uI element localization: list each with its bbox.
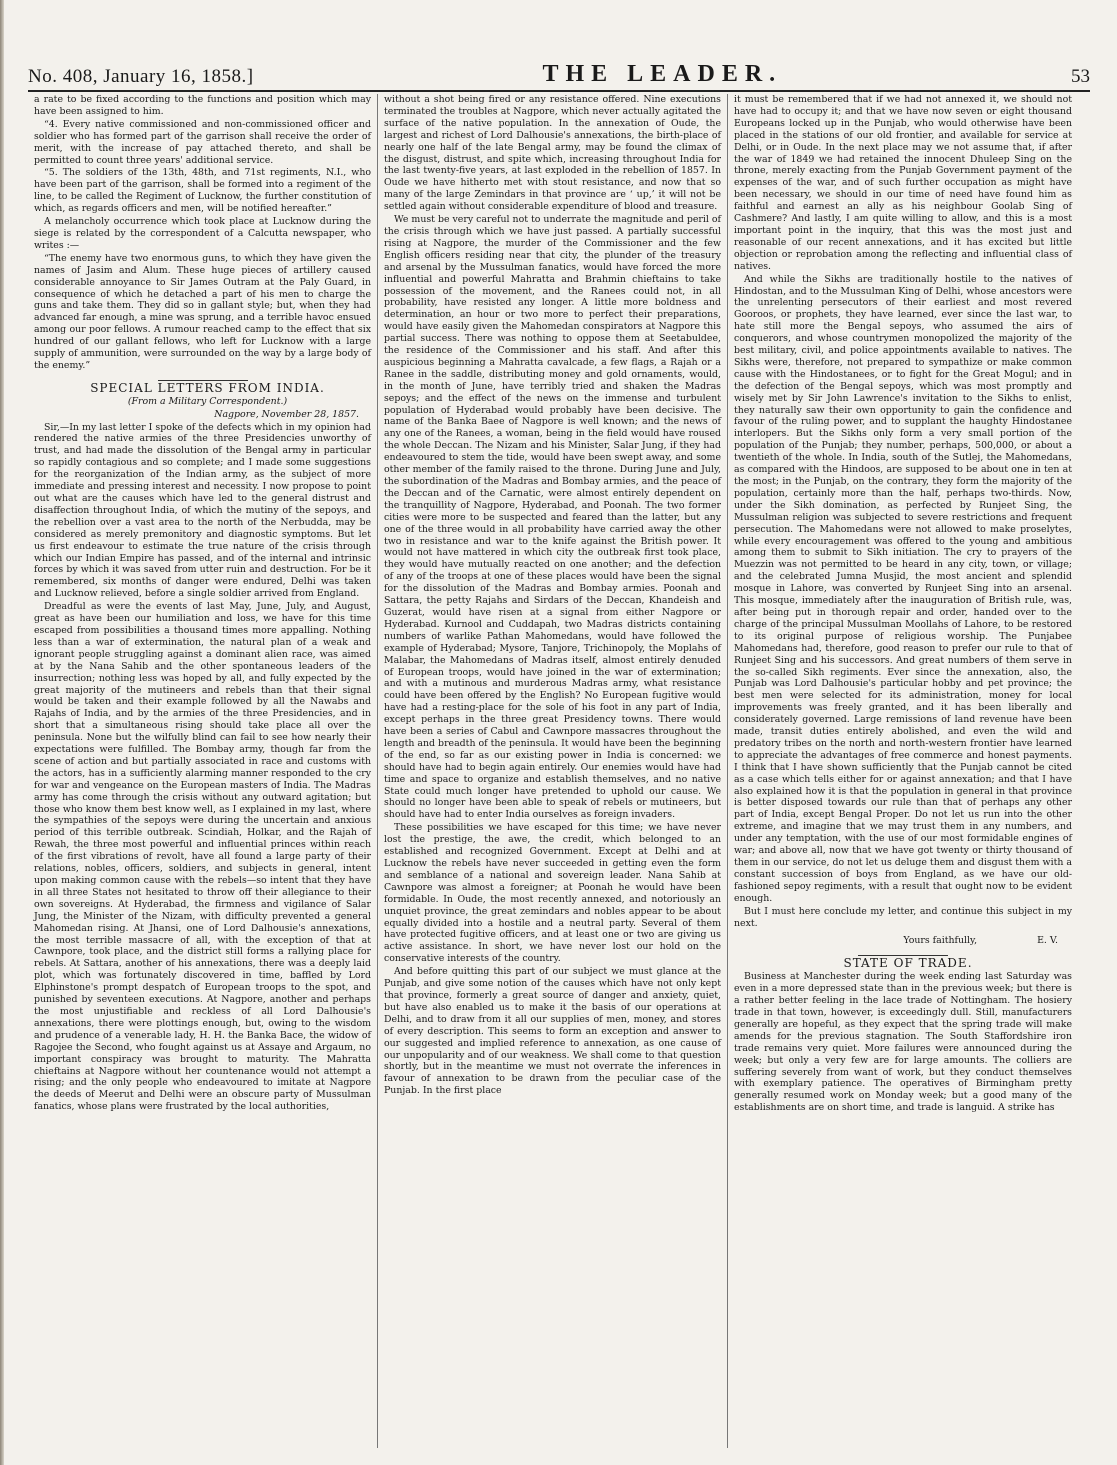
page-number: 53 xyxy=(1071,66,1090,87)
columns xyxy=(28,94,1090,1448)
paragraph: it must be remembered that if we had not annexed it, we should not have had to occupy it; and that we have now seven or eight thousand Europeans locked up in the Punjab, who would otherwise have been placed in the stations of our old frontier, and available for service at Delhi, or in Oude. In the next place may we not assume that, if after the war of 1849 we had retained the innocent Dhuleep Sing on the throne, merely exacting from the Punjab Government payment of the expenses of the war, and of such further occupation as might have been necessary, we should in our time of need have found him as faithful and earnest an ally as his neighbour Goolab Sing of Cashmere? And lastly, I am quite willing to allow, and this is a most important point in the inquiry, that this was the most just and reasonable of our recent annexations, and it has excited but little objection or reprobation among the reflecting and influential class of natives. xyxy=(734,94,1072,272)
issue-number: No. 408, January 16, 1858.] xyxy=(28,66,254,87)
paragraph: And while the Sikhs are traditionally hostile to the natives of Hindostan, and to the Mussulman King of Delhi, whose ancestors were the unrelenting persecutors of their earliest and most revered Gooroos, or prophets, they have learned, ever since the last war, to hate still more the Bengal sepoys, who assumed the airs of conquerors, and whose countrymen monopolized the majority of the best military, civil, and police appointments available to natives. The Sikhs were, therefore, not prepared to sympathize or make common cause with the Hindostanees, or to fight for the Great Mogul; and in the defection of the Bengal sepoys, which was most promptly and wisely met by Sir John Lawrence's invitation to the Sikhs to enlist, they naturally saw their own opportunity to gain the confidence and favour of the ruling power, and to supplant the haughty Hindostanee interlopers. But the Sikhs only form a very small portion of the population of the Punjab; they number, perhaps, 500,000, or about a twentieth of the whole. In India, south of the Sutlej, the Mahomedans, as compared with the Hindoos, are supposed to be about one in ten at the most; in the Punjab, on the contrary, they form the majority of the population, certainly more than the half, perhaps two-thirds. Now, under the Sikh domination, as perfected by Runjeet Sing, the Mussulman religion was subjected to severe restrictions and frequent persecution. The Mahomedans were not allowed to make proselytes, while every encouragement was offered to the young and ambitious among them to submit to Sikh initiation. The cry to prayers of the Muezzin was not permitted to be heard in any city, town, or village; and the celebrated Jumna Musjid, the most ancient and splendid mosque in Lahore, was converted by Runjeet Sing into an arsenal. This mosque, immediately after the inauguration of British rule, was, after being put in thorough repair and order, handed over to the charge of the principal Mussulman Moollahs of Lahore, to be restored to its original purpose of religious worship. The Punjabee Mahomedans had, therefore, good reason to prefer our rule to that of Runjeet Sing and his successors. And great numbers of them serve in the so-called Sikh regiments. Ever since the annexation, also, the Punjab was Lord Dalhousie's particular hobby and pet province; the best men were selected for its administration, money for local improvements was freely granted, and it has been liberally and considerately governed. Large remissions of land revenue have been made, transit duties entirely abolished, and even the wild and predatory tribes on the north and north-western frontier have learned to appreciate the advantages of free commerce and honest payments. I think that I have shown sufficiently that the Punjab cannot be cited as a case which tells either for or against annexation; and that I have also explained how it is that the population in general in that province is better disposed towards our rule than that of perhaps any other part of India, except Bengal Proper. Do not let us run into the other extreme, and imagine that we may trust them in any numbers, and under any temptation, with the use of our most formidable engines of war; and above all, now that we have got twenty or thirty thousand of them in our service, do not let us deluge them and disgust them with a constant succession of boys from England, as we have our old-fashioned sepoy regiments, with a result that ought now to be evident enough. xyxy=(734,273,1072,904)
paragraph: without a shot being fired or any resistance offered. Nine executions terminated the troubles at Nagpore, which never actually agitated the surface of the native population. In the annexation of Oude, the largest and richest of Lord Dalhousie's annexations, the birth-place of nearly one half of the late Bengal army, may be found the climax of the disgust, distrust, and spite which, increasing throughout India for the last twenty-five years, at last exploded in the rebellion of 1857. In Oude we have hitherto met with stout resistance, and now that so many of the large Zemindars in that province are ‘ up,’ it will not be settled again without considerable expenditure of blood and treasure. xyxy=(384,94,721,213)
author-initials: E. V. xyxy=(1037,935,1058,947)
section-heading-state-of-trade: STATE OF TRADE. xyxy=(843,956,973,971)
paragraph: Business at Manchester during the week ending last Saturday was even in a more depressed state than in the previous week; but there is a rather better feeling in the lace trade of Nottingham. The hosiery trade in that town, however, is exceedingly dull. Still, manufacturers generally are hopeful, as they expect that the spring trade will make amends for the previous stagnation. The South Staffordshire iron trade remains very quiet. More failures were announced during the week; but only a very few are for large amounts. The colliers are suffering severely from want of work, but they conduct themselves with exemplary patience. The operatives of Birmingham pretty generally resumed work on Monday week; but a good many of the establishments are on short time, and trade is languid. A strike has xyxy=(734,971,1072,1114)
letter-signoff xyxy=(734,935,1072,947)
paragraph: “The enemy have two enormous guns, to which they have given the names of Jasim and Alum. These huge pieces of artillery caused considerable annoyance to Sir James Outram at the Paly Guard, in consequence of which he detached a part of his men to charge the guns and take them. They did so in gallant style; but, when they had advanced far enough, a mine was sprung, and a terrible havoc ensued among our poor fellows. A rumour reached camp to the effect that six hundred of our gallant fellows, who left for Lucknow with a large supply of ammunition, were surrounded on the way by a large body of the enemy.” xyxy=(34,252,371,371)
column-1 xyxy=(28,94,378,1448)
binding-edge xyxy=(0,0,4,1465)
signoff-text: Yours faithfully, xyxy=(903,935,978,947)
paragraph: And before quitting this part of our subject we must glance at the Punjab, and give some notion of the causes which have not only kept that province, formerly a great source of danger and anxiety, quiet, but have also enabled us to make it the basis of our operations at Delhi, and to draw from it all our supplies of men, money, and stores of every description. This seems to form an exception and answer to our suggested and implied reference to annexation, as one cause of our unpopularity and of our weakness. We shall come to that question shortly, but in the meantime we must not overrate the inferences in favour of annexation to be drawn from the peculiar case of the Punjab. In the first place xyxy=(384,966,721,1097)
section-heading-letters-from-india: SPECIAL LETTERS FROM INDIA. xyxy=(90,380,325,395)
paragraph: “4. Every native commissioned and non-commissioned officer and soldier who has formed part of the garrison shall receive the order of merit, with the increase of pay attached thereto, and shall be permitted to count three years' additional service. xyxy=(34,118,371,166)
masthead-title: THE LEADER. xyxy=(542,61,783,87)
paragraph: A melancholy occurrence which took place at Lucknow during the siege is related by the correspondent of a Calcutta newspaper, who writes :— xyxy=(34,216,371,251)
column-2 xyxy=(378,94,728,1448)
paragraph: Sir,—In my last letter I spoke of the defects which in my opinion had rendered the native armies of the three Presidencies unworthy of trust, and had made the dissolution of the Bengal army in particular so rapidly contagious and so complete; and I made some suggestions for the reorganization of the Indian army, as the subject of more immediate and pressing interest and necessity. I now propose to point out what are the causes which have led to the general distrust and disaffection throughout India, of which the mutiny of the sepoys, and the rebellion over a vast area to the north of the Nerbudda, may be considered as merely premonitory and diagnostic symptoms. But let us first endeavour to estimate the true nature of the crisis through which our Indian Empire has passed, and of the internal and intrinsic forces by which it was saved from utter ruin and destruction. For be it remembered, six months of danger were endured, Delhi was taken and Lucknow relieved, before a single soldier arrived from England. xyxy=(34,421,371,600)
column-3 xyxy=(728,94,1078,1448)
paragraph: But I must here conclude my letter, and continue this subject in my next. xyxy=(734,905,1072,929)
paragraph: We must be very careful not to underrate the magnitude and peril of the crisis through which we have just passed. A partially successful rising at Nagpore, the murder of the Commissioner and the few English officers residing near that city, the plunder of the treasury and arsenal by the Mussulman fanatics, would have forced the more influential and powerful Mahratta and Brahmin chieftains to take possession of the movement, and the Ranees could not, in all probability, have resisted any longer. A little more boldness and determination, an hour or two more to perfect their preparations, would have easily given the Mahomedan conspirators at Nagpore this partial success. There was nothing to oppose them at Seetabuldee, the residence of the Commissioner and his staff. And after this auspicious beginning a Mahratta cavalcade, a few flags, a Rajah or a Ranee in the saddle, distributing money and gold ornaments, would, in the month of June, have terribly tried and shaken the Madras sepoys; and the effect of the news on the immense and turbulent population of Hyderabad would probably have been decisive. The name of the Banka Baee of Nagpore is well known; and the news of any one of the Ranees, a woman, being in the field would have roused the whole Deccan. The Nizam and his Minister, Salar Jung, if they had endeavoured to stem the tide, would have been swept away, and some other member of the family raised to the throne. During June and July, the subordination of the Madras and Bombay armies, and the peace of the Deccan and of the Carnatic, were almost entirely dependent on the tranquillity of Nagpore, Hyderabad, and Poonah. The two former cities were more to be suspected and feared than the latter, but any one of the three would in all probability have carried away the other two in resistance and war to the knife against the British power. It would not have mattered in which city the outbreak first took place, they would have mutually reacted on one another; and the defection of any of the troops at one of these places would have been the signal for the dissolution of the Madras and Bombay armies. Poonah and Sattara, the petty Rajahs and Sirdars of the Deccan, Khandeish and Guzerat, would have risen at a signal from either Nagpore or Hyderabad. Kurnool and Cuddapah, two Madras districts containing numbers of warlike Pathan Mahomedans, would have followed the example of Hyderabad; Mysore, Tanjore, Trichinopoly, the Moplahs of Malabar, the Mahomedans of Madras itself, almost entirely denuded of European troops, would have joined in the war of extermination; and with a mutinous and murderous Madras army, what resistance could have been offered by the English? No European fugitive would have had a resting-place for the sole of his foot in any part of India, except perhaps in the three great Presidency towns. There would have been a series of Cabul and Cawnpore massacres throughout the length and breadth of the peninsula. It would have been the beginning of the end, so far as our existing power in India is concerned: we should have had to begin again entirely. Our enemies would have had time and space to organize and establish themselves, and no native State could much longer have pretended to uphold our cause. We should no longer have been able to speak of rebels or mutineers, but should have had to enter India ourselves as foreign invaders. xyxy=(384,214,721,821)
section-subtitle: (From a Military Correspondent.) xyxy=(127,395,288,407)
newspaper-page xyxy=(28,58,1090,1448)
paragraph: Dreadful as were the events of last May, June, July, and August, great as have been our humiliation and loss, we have for this time escaped from possibilities a thousand times more appalling. Nothing less than a war of extermination, the natural plan of a weak and ignorant people struggling against a dominant alien race, was aimed at by the Nana Sahib and the other spontaneous leaders of the insurrection; nothing less was hoped by all, and fully expected by the great majority of the mutineers and rebels than that their signal would be taken and their example followed by all the Nawabs and Rajahs of India, and by the armies of the three Presidencies, and in short that a simultaneous rising should take place all over the peninsula. None but the wilfully blind can fail to see how nearly their expectations were fulfilled. The Bombay army, though far from the scene of action and but partially associated in race and customs with the actors, has in a sufficiently alarming manner responded to the cry for war and vengeance on the European masters of India. The Madras army has come through the crisis without any outward agitation; but those who know them best know well, as I explained in my last, where the sympathies of the sepoys were during the uncertain and anxious period of this terrible outbreak. Scindiah, Holkar, and the Rajah of Rewah, the three most powerful and influential princes within reach of the first vibrations of revolt, have all found a large party of their relations, nobles, officers, soldiers, and subjects in general, intent upon making common cause with the rebels—so intent that they have in all three States not hesitated to throw off their allegiance to their own sovereigns. At Hyderabad, the firmness and vigilance of Salar Jung, the Minister of the Nizam, with difficulty prevented a general Mahomedan rising. At Jhansi, one of Lord Dalhousie's annexations, the most terrible massacre of all, with the exception of that at Cawnpore, took place, and the district still forms a rallying place for rebels. At Sattara, another of his annexations, there was a deeply laid plot, which was fortunately discovered in time, baffled by Lord Elphinstone's prompt despatch of European troops to the spot, and punished by seventeen executions. At Nagpore, another and perhaps the most unjustifiable and reckless of all Lord Dalhousie's annexations, there were plottings enough, but, owing to the wisdom and prudence of a venerable lady, H. H. the Banka Bace, the widow of Ragojee the Second, who fought against us at Assaye and Argaum, no important conspiracy was brought to maturity. The Mahratta chieftains at Nagpore without her countenance would not attempt a rising; and the only people who endeavoured to imitate at Nagpore the deeds of Meerut and Delhi were an obscure party of Mussulman fanatics, whose plans were frustrated by the local authorities, xyxy=(34,601,371,1113)
page-header xyxy=(28,58,1090,92)
paragraph: a rate to be fixed according to the functions and position which may have been assigned to him. xyxy=(34,94,371,117)
dateline: Nagpore, November 28, 1857. xyxy=(214,408,359,420)
paragraph: “5. The soldiers of the 13th, 48th, and 71st regiments, N.I., who have been part of the garrison, shall be formed into a regiment of the line, to be called the Regiment of Lucknow, the further constitution of which, as regards officers and men, will be notified hereafter.” xyxy=(34,167,371,215)
paragraph: These possibilities we have escaped for this time; we have never lost the prestige, the awe, the credit, which belonged to an established and recognized Government. Except at Delhi and at Lucknow the rebels have never succeeded in getting even the form and semblance of a national and sovereign leader. Nana Sahib at Cawnpore was almost a foreigner; at Poonah he would have been formidable. In Oude, the most recently annexed, and notoriously an unquiet province, the great zemindars and nobles appear to be about equally divided into a hostile and a neutral party. Several of them have protected fugitive officers, and at least one or two are giving us active assistance. In short, we have never lost our hold on the conservative interests of the country. xyxy=(384,822,721,965)
